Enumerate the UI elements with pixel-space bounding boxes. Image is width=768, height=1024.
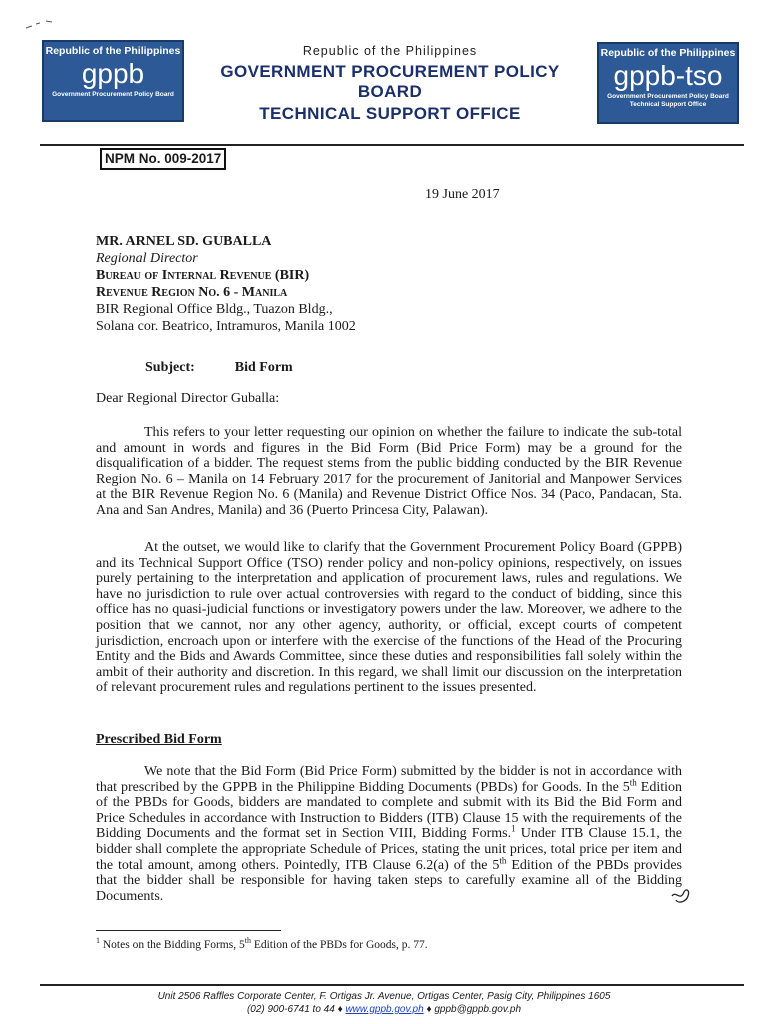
superscript: th	[629, 776, 637, 787]
email-address: gppb@gppb.gov.ph	[434, 1004, 522, 1015]
body-paragraph: This refers to your letter requesting our opinion on whether the failure to indicate the sub-total and amount in words and figures in the Bid Form (Bid Price Form) may be a ground for the disqualification of a bidder. The request stems from the public bidding conducted by the BIR Revenue Region No. 6 – Manila on 14 February 2017 for the procurement of Janitorial and Manpower Services at the BIR Revenue Region No. 6 (Manila) and Revenue District Office Nos. 34 (Paco, Pandacan, Sta. Ana and San Andres, Manila) and 36 (Puerto Princesa City, Palawan).	[96, 425, 682, 518]
logo-subtitle: Government Procurement Policy Board	[52, 91, 174, 98]
superscript: th	[499, 854, 507, 865]
subject-value: Bid Form	[234, 360, 293, 375]
gppb-tso-logo	[597, 42, 739, 124]
header-rule	[40, 144, 744, 146]
letterhead-republic: Republic of the Philippines	[302, 44, 478, 58]
addressee-name: MR. ARNEL SD. GUBALLA	[96, 234, 272, 249]
subject-line	[145, 360, 293, 376]
body-paragraph	[96, 764, 682, 904]
initial-mark-icon	[670, 886, 692, 906]
addressee-office: Bureau of Internal Revenue (BIR)	[96, 268, 310, 283]
separator: ♦	[426, 1004, 432, 1015]
footnote-rule	[96, 930, 281, 931]
body-paragraph: At the outset, we would like to clarify that the Government Procurement Policy Board (GPPB) and its Technical Support Office (TSO) render policy and non-policy opinions, respectively, on issues purely pertaining to the interpretation and application of procurement laws, rules and regulations. We have no jurisdiction to rule over actual controversies with regard to the conduct of bidding, since this office has no quasi-judicial functions or investigatory powers under the law. Moreover, we adhere to the position that we cannot, nor any other agency, authority, or official, except courts of competent jurisdiction, encroach upon or interfere with the exercise of the functions of the Head of the Procuring Entity and the Bids and Awards Committee, since these duties and responsibilities fall solely within the ambit of their authority and discretion. In this regard, we shall limit our discussion on the interpretation of relevant procurement rules and regulations pertinent to the issues presented.	[96, 540, 682, 696]
section-heading: Prescribed Bid Form	[96, 732, 222, 747]
footer-contact	[0, 1003, 768, 1016]
addressee-title: Regional Director	[96, 251, 198, 266]
logo-mark: gppb-tso	[613, 60, 723, 91]
superscript: th	[244, 936, 251, 945]
footer-rule	[40, 984, 744, 986]
logo-mark: gppb	[81, 58, 145, 89]
logo-caption: Republic of the Philippines	[45, 45, 181, 57]
subject-label: Subject:	[145, 360, 195, 375]
text-run: Notes on the Bidding Forms, 5	[100, 938, 245, 951]
footer-phone: (02) 900-6741 to 44	[246, 1004, 335, 1015]
logo-subtitle: Technical Support Office	[629, 101, 707, 108]
letterhead-title	[190, 44, 590, 124]
text-run: We note that the Bid Form (Bid Price Form) submitted by the bidder is not in accordance with that prescribed by the GPPB in the Philippine Bidding Documents (PBDs) for Goods. In the 5	[96, 764, 682, 795]
letter-date: 19 June 2017	[425, 187, 500, 202]
footnote-marker: 1	[96, 936, 100, 945]
separator: ♦	[337, 1004, 343, 1015]
npm-number: NPM No. 009-2017	[100, 148, 226, 170]
footnote	[96, 936, 428, 951]
letterhead-agency: GOVERNMENT PROCUREMENT POLICY BOARD	[220, 62, 560, 101]
addressee-region: Revenue Region No. 6 - Manila	[96, 285, 288, 300]
addressee-address-line: BIR Regional Office Bldg., Tuazon Bldg.,	[96, 302, 333, 317]
text-run: Edition of the PBDs for Goods, p. 77.	[250, 938, 428, 951]
text-run: Edition of the PBDs provides that the bidder shall be responsible for having taken steps to carefully examine all of the Bidding Documents.	[96, 857, 683, 904]
addressee-address-line: Solana cor. Beatrico, Intramuros, Manila 1002	[96, 319, 356, 334]
pen-mark-icon	[22, 16, 62, 36]
logo-subtitle: Government Procurement Policy Board	[607, 93, 729, 100]
logo-caption: Republic of the Philippines	[600, 47, 736, 59]
footer-address: Unit 2506 Raffles Corporate Center, F. Ortigas Jr. Avenue, Ortigas Center, Pasig City, Philippines 1605	[157, 991, 611, 1002]
addressee-block	[96, 233, 356, 335]
gppb-logo	[42, 40, 184, 122]
text-run: Under ITB Clause 15.1, the bidder shall complete the appropriate Schedule of Prices, stating the unit prices, total price per item and the total amount, among others. Pointedly, ITB Clause 6.2(a) of the 5	[96, 826, 683, 873]
footnote-ref: 1	[511, 823, 516, 834]
text-run: Edition of the PBDs for Goods, bidders are mandated to complete and submit with its Bid the Bid Form and Price Schedules in accordance with Instruction to Bidders (ITB) Clause 15 with the requirements of the Bidding Documents and the format set in Section VIII, Bidding Forms.	[96, 779, 682, 842]
letterhead-office: TECHNICAL SUPPORT OFFICE	[259, 104, 521, 123]
salutation: Dear Regional Director Guballa:	[96, 391, 280, 406]
footer	[0, 990, 768, 1016]
website-link[interactable]: www.gppb.gov.ph	[345, 1004, 424, 1015]
